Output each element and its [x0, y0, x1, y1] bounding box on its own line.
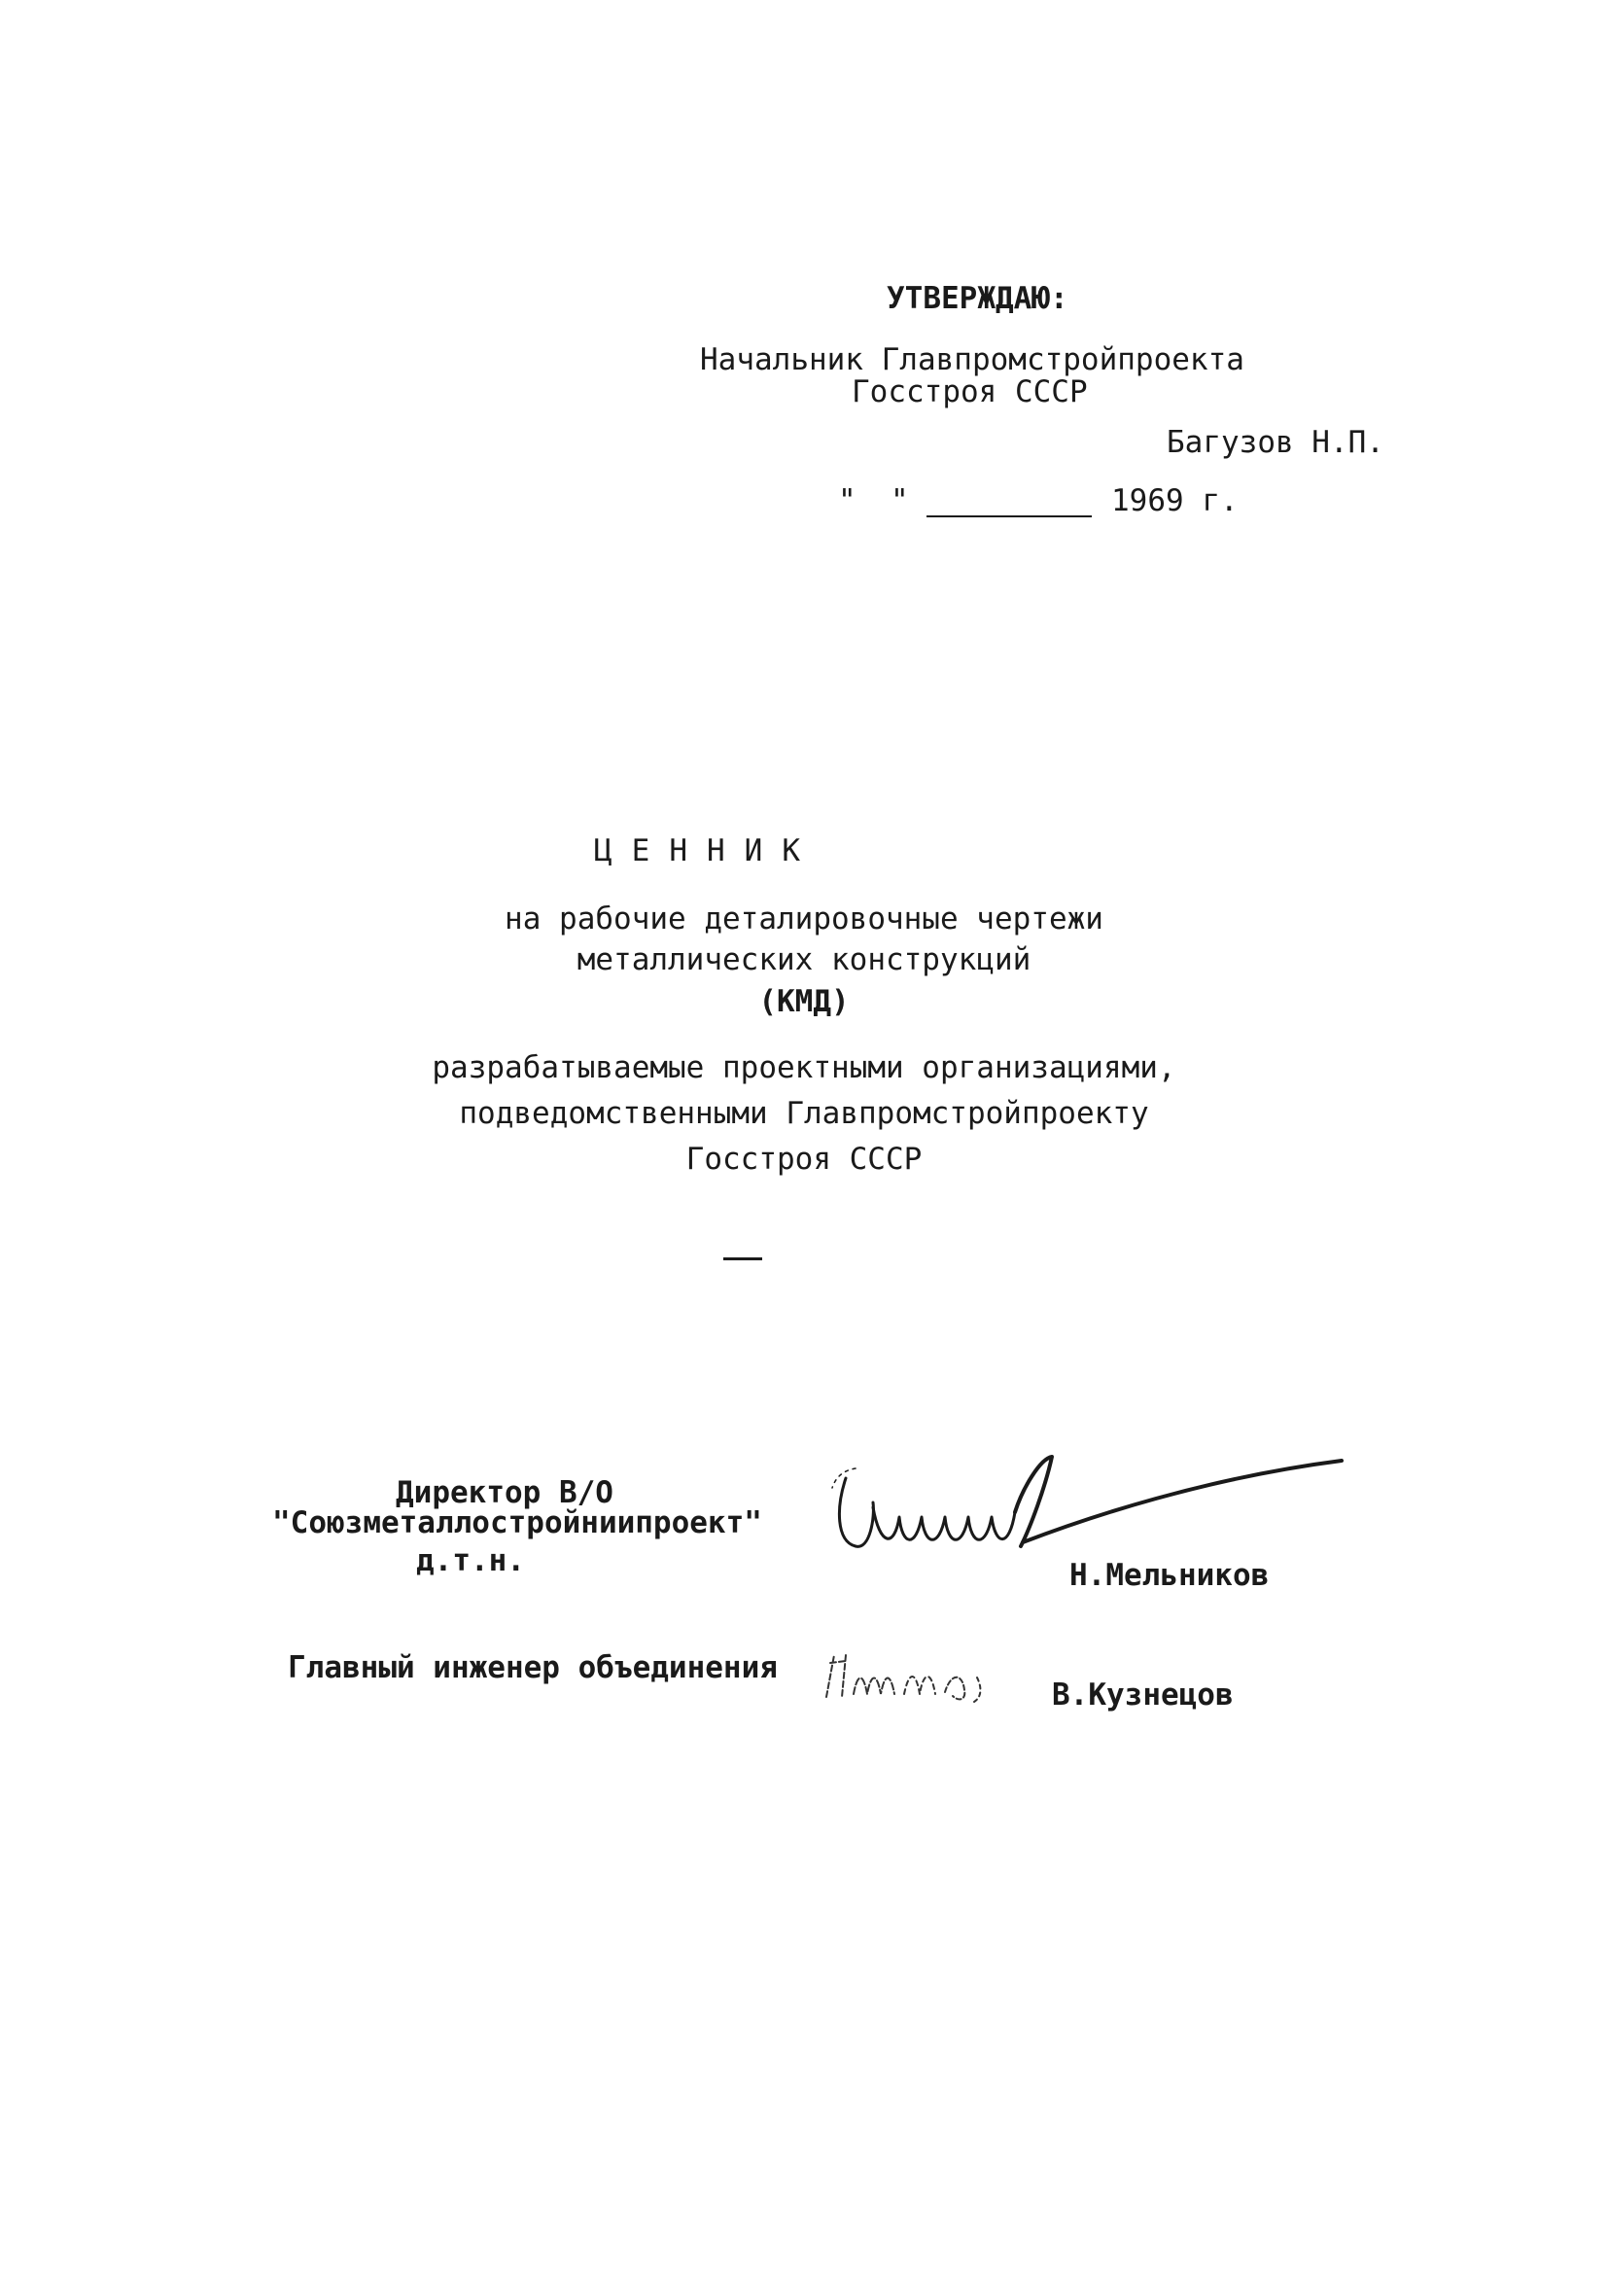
title-line2: металлических конструкций [577, 942, 1031, 977]
director-title-line1: Директор В/О [396, 1475, 613, 1510]
document-title: ЦЕННИК [594, 833, 820, 868]
date-blank-line [926, 515, 1092, 517]
divider-dash [723, 1257, 762, 1260]
approval-position-line2: Госстроя СССР [852, 374, 1088, 409]
director-title-line2: "Союзметаллостройниипроект" [272, 1505, 762, 1540]
date-quote-open: " [838, 483, 856, 518]
title-line3: (КМД) [758, 984, 850, 1019]
chief-engineer-signature [817, 1643, 1050, 1712]
title-line1: на рабочие деталировочные чертежи [505, 901, 1103, 936]
director-name: Н.Мельников [1069, 1558, 1270, 1593]
title-line4: разрабатываемые проектными организациями, [432, 1050, 1176, 1085]
director-signature [797, 1449, 1342, 1575]
approval-position-line1: Начальник Главпромстройпроекта [700, 342, 1244, 377]
approval-heading: УТВЕРЖДАЮ: [887, 281, 1068, 316]
date-quote-close: " [891, 483, 909, 518]
chief-engineer-title: Главный инженер объединения [288, 1650, 778, 1685]
approval-name: Багузов Н.П. [1167, 425, 1384, 460]
title-line6: Госстроя СССР [685, 1142, 923, 1177]
date-year: 1969 г. [1111, 483, 1239, 518]
chief-engineer-name: В.Кузнецов [1052, 1678, 1234, 1713]
director-title-line3: д.т.н. [416, 1543, 525, 1578]
title-line5: подведомственными Главпромстройпроекту [459, 1096, 1149, 1131]
